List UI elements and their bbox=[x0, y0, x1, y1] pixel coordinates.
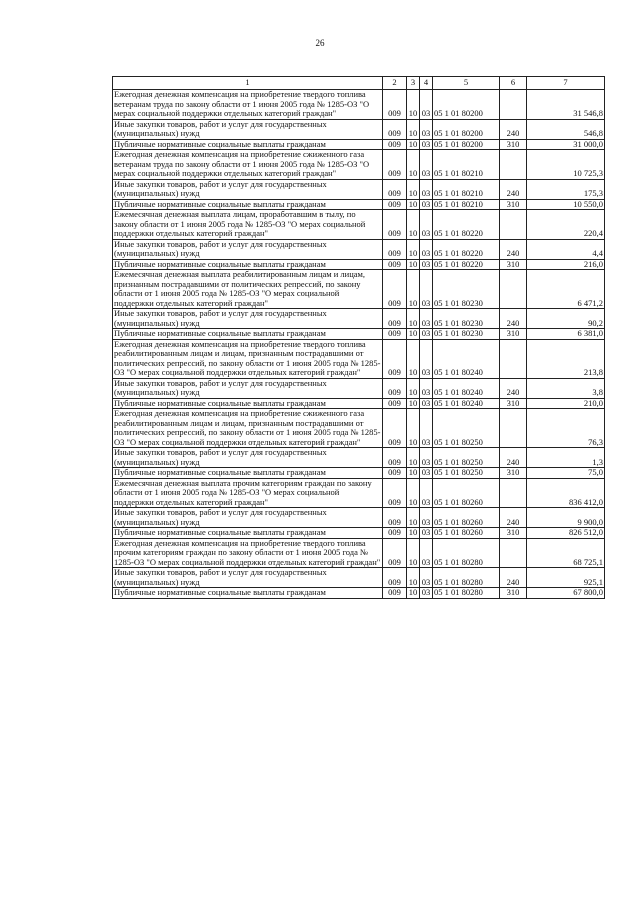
expense-type-code: 240 bbox=[500, 378, 527, 398]
subsection-code: 03 bbox=[420, 210, 433, 240]
table-row bbox=[113, 210, 605, 240]
header-cell: 1 bbox=[113, 77, 383, 90]
amount: 220,4 bbox=[527, 210, 605, 240]
ministry-code: 009 bbox=[383, 139, 407, 150]
section-code: 10 bbox=[407, 508, 420, 528]
amount: 75,0 bbox=[527, 468, 605, 479]
section-code: 10 bbox=[407, 588, 420, 599]
expense-type-code bbox=[500, 210, 527, 240]
amount: 546,8 bbox=[527, 119, 605, 139]
expense-type-code: 310 bbox=[500, 139, 527, 150]
subsection-code: 03 bbox=[420, 478, 433, 508]
subsection-code: 03 bbox=[420, 409, 433, 448]
target-article-code: 05 1 01 80230 bbox=[433, 270, 500, 309]
ministry-code: 009 bbox=[383, 468, 407, 479]
row-description: Ежегодная денежная компенсация на приобретение твердого топлива прочим категориям граждан по закону области от 1 июня 2005 года № 1285-ОЗ "О мерах социальной поддержки отдельных категорий граждан" bbox=[113, 538, 383, 568]
expense-type-code bbox=[500, 538, 527, 568]
ministry-code: 009 bbox=[383, 409, 407, 448]
expense-type-code: 240 bbox=[500, 508, 527, 528]
target-article-code: 05 1 01 80280 bbox=[433, 568, 500, 588]
table-row bbox=[113, 90, 605, 120]
ministry-code: 009 bbox=[383, 210, 407, 240]
target-article-code: 05 1 01 80210 bbox=[433, 179, 500, 199]
amount: 1,3 bbox=[527, 448, 605, 468]
table-row bbox=[113, 448, 605, 468]
header-cell: 4 bbox=[420, 77, 433, 90]
section-code: 10 bbox=[407, 468, 420, 479]
row-description: Ежемесячная денежная выплата прочим категориям граждан по закону области от 1 июня 2005 года № 1285-ОЗ "О мерах социальной поддержки отдельных категорий граждан" bbox=[113, 478, 383, 508]
amount: 6 471,2 bbox=[527, 270, 605, 309]
subsection-code: 03 bbox=[420, 329, 433, 340]
section-code: 10 bbox=[407, 528, 420, 539]
ministry-code: 009 bbox=[383, 568, 407, 588]
ministry-code: 009 bbox=[383, 329, 407, 340]
row-description: Иные закупки товаров, работ и услуг для государственных (муниципальных) нужд bbox=[113, 508, 383, 528]
subsection-code: 03 bbox=[420, 588, 433, 599]
subsection-code: 03 bbox=[420, 568, 433, 588]
header-cell: 2 bbox=[383, 77, 407, 90]
row-description: Публичные нормативные социальные выплаты гражданам bbox=[113, 398, 383, 409]
table-row bbox=[113, 339, 605, 378]
row-description: Иные закупки товаров, работ и услуг для государственных (муниципальных) нужд bbox=[113, 568, 383, 588]
row-description: Публичные нормативные социальные выплаты гражданам bbox=[113, 468, 383, 479]
amount: 826 512,0 bbox=[527, 528, 605, 539]
amount: 67 800,0 bbox=[527, 588, 605, 599]
ministry-code: 009 bbox=[383, 538, 407, 568]
table-row bbox=[113, 508, 605, 528]
target-article-code: 05 1 01 80220 bbox=[433, 239, 500, 259]
amount: 68 725,1 bbox=[527, 538, 605, 568]
expense-type-code: 310 bbox=[500, 528, 527, 539]
page-number: 26 bbox=[315, 38, 325, 48]
section-code: 10 bbox=[407, 119, 420, 139]
ministry-code: 009 bbox=[383, 528, 407, 539]
section-code: 10 bbox=[407, 339, 420, 378]
expense-type-code: 240 bbox=[500, 179, 527, 199]
ministry-code: 009 bbox=[383, 478, 407, 508]
target-article-code: 05 1 01 80200 bbox=[433, 139, 500, 150]
expense-type-code bbox=[500, 150, 527, 180]
row-description: Публичные нормативные социальные выплаты гражданам bbox=[113, 259, 383, 270]
header-cell: 7 bbox=[527, 77, 605, 90]
target-article-code: 05 1 01 80240 bbox=[433, 378, 500, 398]
expense-type-code: 310 bbox=[500, 259, 527, 270]
amount: 10 725,3 bbox=[527, 150, 605, 180]
ministry-code: 009 bbox=[383, 398, 407, 409]
row-description: Публичные нормативные социальные выплаты гражданам bbox=[113, 588, 383, 599]
amount: 4,4 bbox=[527, 239, 605, 259]
ministry-code: 009 bbox=[383, 90, 407, 120]
expense-type-code bbox=[500, 270, 527, 309]
table-row bbox=[113, 468, 605, 479]
subsection-code: 03 bbox=[420, 119, 433, 139]
row-description: Иные закупки товаров, работ и услуг для государственных (муниципальных) нужд bbox=[113, 448, 383, 468]
target-article-code: 05 1 01 80260 bbox=[433, 528, 500, 539]
row-description: Иные закупки товаров, работ и услуг для государственных (муниципальных) нужд bbox=[113, 378, 383, 398]
amount: 175,3 bbox=[527, 179, 605, 199]
subsection-code: 03 bbox=[420, 528, 433, 539]
amount: 210,0 bbox=[527, 398, 605, 409]
target-article-code: 05 1 01 80210 bbox=[433, 199, 500, 210]
target-article-code: 05 1 01 80220 bbox=[433, 259, 500, 270]
row-description: Иные закупки товаров, работ и услуг для государственных (муниципальных) нужд bbox=[113, 179, 383, 199]
subsection-code: 03 bbox=[420, 139, 433, 150]
target-article-code: 05 1 01 80240 bbox=[433, 339, 500, 378]
amount: 31 546,8 bbox=[527, 90, 605, 120]
table-row bbox=[113, 378, 605, 398]
section-code: 10 bbox=[407, 90, 420, 120]
target-article-code: 05 1 01 80200 bbox=[433, 119, 500, 139]
table-row bbox=[113, 150, 605, 180]
header-cell: 6 bbox=[500, 77, 527, 90]
amount: 76,3 bbox=[527, 409, 605, 448]
row-description: Иные закупки товаров, работ и услуг для государственных (муниципальных) нужд bbox=[113, 309, 383, 329]
subsection-code: 03 bbox=[420, 339, 433, 378]
row-description: Публичные нормативные социальные выплаты гражданам bbox=[113, 139, 383, 150]
subsection-code: 03 bbox=[420, 199, 433, 210]
target-article-code: 05 1 01 80200 bbox=[433, 90, 500, 120]
amount: 925,1 bbox=[527, 568, 605, 588]
section-code: 10 bbox=[407, 398, 420, 409]
section-code: 10 bbox=[407, 239, 420, 259]
expense-type-code: 240 bbox=[500, 448, 527, 468]
amount: 9 900,0 bbox=[527, 508, 605, 528]
subsection-code: 03 bbox=[420, 448, 433, 468]
amount: 31 000,0 bbox=[527, 139, 605, 150]
expense-type-code: 310 bbox=[500, 588, 527, 599]
ministry-code: 009 bbox=[383, 199, 407, 210]
row-description: Ежегодная денежная компенсация на приобретение твердого топлива реабилитированным лицам и лицам, признанным пострадавшими от политических репрессий, по закону области от 1 июня 2005 года № 1285-ОЗ "О мерах социальной поддержки отдельных категорий граждан" bbox=[114, 339, 381, 377]
subsection-code: 03 bbox=[420, 90, 433, 120]
expense-type-code bbox=[500, 478, 527, 508]
expense-type-code: 240 bbox=[500, 119, 527, 139]
row-description: Ежегодная денежная компенсация на приобретение сжиженного газа ветеранам труда по закону области от 1 июня 2005 года № 1285-ОЗ "О мерах социальной поддержки отдельных категорий граждан" bbox=[113, 150, 383, 180]
ministry-code: 009 bbox=[383, 378, 407, 398]
table-row bbox=[113, 270, 605, 309]
ministry-code: 009 bbox=[383, 259, 407, 270]
row-description: Ежегодная денежная компенсация на приобретение сжиженного газа реабилитированным лицам и лицам, признанным пострадавшими от политических репрессий, по закону области от 1 июня 2005 года № 1285-ОЗ "О мерах социальной поддержки отдельных категорий граждан" bbox=[114, 408, 381, 447]
target-article-code: 05 1 01 80280 bbox=[433, 538, 500, 568]
subsection-code: 03 bbox=[420, 239, 433, 259]
table-row bbox=[113, 239, 605, 259]
subsection-code: 03 bbox=[420, 538, 433, 568]
ministry-code: 009 bbox=[383, 339, 407, 378]
section-code: 10 bbox=[407, 179, 420, 199]
table-row bbox=[113, 309, 605, 329]
header-cell: 3 bbox=[407, 77, 420, 90]
subsection-code: 03 bbox=[420, 309, 433, 329]
section-code: 10 bbox=[407, 270, 420, 309]
ministry-code: 009 bbox=[383, 150, 407, 180]
target-article-code: 05 1 01 80230 bbox=[433, 309, 500, 329]
table-body bbox=[113, 90, 605, 599]
expense-type-code: 310 bbox=[500, 398, 527, 409]
expense-type-code bbox=[500, 339, 527, 378]
ministry-code: 009 bbox=[383, 588, 407, 599]
ministry-code: 009 bbox=[383, 239, 407, 259]
target-article-code: 05 1 01 80250 bbox=[433, 468, 500, 479]
table-row bbox=[113, 179, 605, 199]
expense-type-code: 310 bbox=[500, 468, 527, 479]
expense-type-code: 310 bbox=[500, 329, 527, 340]
table-row bbox=[113, 528, 605, 539]
table-row bbox=[113, 398, 605, 409]
ministry-code: 009 bbox=[383, 119, 407, 139]
row-description: Ежемесячная денежная выплата реабилитированным лицам и лицам, признанным пострадавшими от политических репрессий, по закону области от 1 июня 2005 года № 1285-ОЗ "О мерах социальной поддержки отдельных категорий граждан" bbox=[113, 270, 383, 309]
subsection-code: 03 bbox=[420, 378, 433, 398]
table-row bbox=[113, 538, 605, 568]
amount: 836 412,0 bbox=[527, 478, 605, 508]
expense-type-code: 240 bbox=[500, 309, 527, 329]
section-code: 10 bbox=[407, 309, 420, 329]
row-description: Публичные нормативные социальные выплаты гражданам bbox=[113, 199, 383, 210]
subsection-code: 03 bbox=[420, 270, 433, 309]
amount: 213,8 bbox=[527, 339, 605, 378]
header-row bbox=[113, 77, 605, 90]
amount: 90,2 bbox=[527, 309, 605, 329]
subsection-code: 03 bbox=[420, 508, 433, 528]
expense-type-code: 240 bbox=[500, 568, 527, 588]
table-row bbox=[113, 329, 605, 340]
subsection-code: 03 bbox=[420, 468, 433, 479]
target-article-code: 05 1 01 80240 bbox=[433, 398, 500, 409]
table-row bbox=[113, 568, 605, 588]
ministry-code: 009 bbox=[383, 179, 407, 199]
budget-table bbox=[112, 76, 605, 599]
table-row bbox=[113, 588, 605, 599]
section-code: 10 bbox=[407, 139, 420, 150]
subsection-code: 03 bbox=[420, 179, 433, 199]
row-description: Ежемесячная денежная выплата лицам, проработавшим в тылу, по закону области от 1 июня 2005 года № 1285-ОЗ "О мерах социальной поддержки отдельных категорий граждан" bbox=[113, 210, 383, 240]
subsection-code: 03 bbox=[420, 398, 433, 409]
row-description: Публичные нормативные социальные выплаты гражданам bbox=[113, 329, 383, 340]
section-code: 10 bbox=[407, 568, 420, 588]
section-code: 10 bbox=[407, 259, 420, 270]
amount: 3,8 bbox=[527, 378, 605, 398]
expense-type-code: 310 bbox=[500, 199, 527, 210]
section-code: 10 bbox=[407, 329, 420, 340]
table-row bbox=[113, 478, 605, 508]
subsection-code: 03 bbox=[420, 259, 433, 270]
target-article-code: 05 1 01 80260 bbox=[433, 478, 500, 508]
section-code: 10 bbox=[407, 478, 420, 508]
section-code: 10 bbox=[407, 199, 420, 210]
target-article-code: 05 1 01 80260 bbox=[433, 508, 500, 528]
subsection-code: 03 bbox=[420, 150, 433, 180]
target-article-code: 05 1 01 80280 bbox=[433, 588, 500, 599]
header-cell: 5 bbox=[433, 77, 500, 90]
ministry-code: 009 bbox=[383, 508, 407, 528]
row-description: Ежегодная денежная компенсация на приобретение твердого топлива ветеранам труда по закону области от 1 июня 2005 года № 1285-ОЗ "О мерах социальной поддержки отдельных категорий граждан" bbox=[113, 90, 383, 120]
section-code: 10 bbox=[407, 210, 420, 240]
section-code: 10 bbox=[407, 538, 420, 568]
target-article-code: 05 1 01 80230 bbox=[433, 329, 500, 340]
section-code: 10 bbox=[407, 448, 420, 468]
section-code: 10 bbox=[407, 150, 420, 180]
expense-type-code bbox=[500, 409, 527, 448]
amount: 10 550,0 bbox=[527, 199, 605, 210]
amount: 216,0 bbox=[527, 259, 605, 270]
target-article-code: 05 1 01 80250 bbox=[433, 409, 500, 448]
expense-type-code: 240 bbox=[500, 239, 527, 259]
table-row bbox=[113, 199, 605, 210]
row-description: Иные закупки товаров, работ и услуг для государственных (муниципальных) нужд bbox=[113, 239, 383, 259]
ministry-code: 009 bbox=[383, 448, 407, 468]
table-row bbox=[113, 119, 605, 139]
row-description: Иные закупки товаров, работ и услуг для государственных (муниципальных) нужд bbox=[113, 119, 383, 139]
ministry-code: 009 bbox=[383, 270, 407, 309]
table-row bbox=[113, 139, 605, 150]
target-article-code: 05 1 01 80210 bbox=[433, 150, 500, 180]
amount: 6 381,0 bbox=[527, 329, 605, 340]
target-article-code: 05 1 01 80250 bbox=[433, 448, 500, 468]
target-article-code: 05 1 01 80220 bbox=[433, 210, 500, 240]
section-code: 10 bbox=[407, 378, 420, 398]
expense-type-code bbox=[500, 90, 527, 120]
ministry-code: 009 bbox=[383, 309, 407, 329]
section-code: 10 bbox=[407, 409, 420, 448]
table-row bbox=[113, 259, 605, 270]
table-row bbox=[113, 409, 605, 448]
row-description: Публичные нормативные социальные выплаты гражданам bbox=[113, 528, 383, 539]
